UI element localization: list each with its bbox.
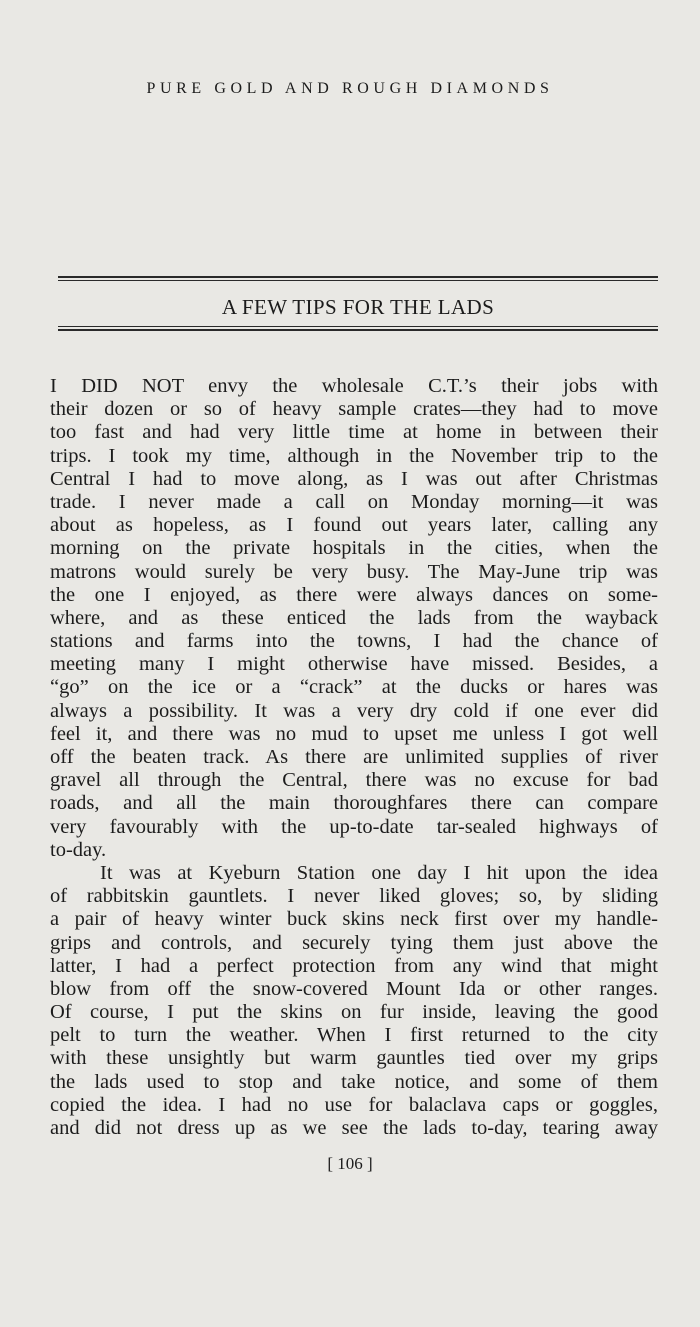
- text-line: too fast and had very little time at home in between their: [50, 421, 658, 444]
- chapter-title: A FEW TIPS FOR THE LADS: [221, 295, 495, 319]
- text-line: Central I had to move along, as I was out after Christmas: [50, 467, 658, 490]
- text-line: copied the idea. I had no use for balaclava caps or goggles,: [50, 1093, 658, 1116]
- text-line: roads, and all the main thoroughfares there can compare: [50, 792, 658, 815]
- text-line: feel it, and there was no mud to upset me unless I got well: [50, 722, 658, 745]
- title-rule-bottom: [58, 326, 658, 331]
- text-line: a pair of heavy winter buck skins neck first over my handle-: [50, 908, 658, 931]
- title-rule-top: [58, 276, 658, 281]
- page-number: [ 106 ]: [327, 1154, 373, 1173]
- running-head: PURE GOLD AND ROUGH DIAMONDS: [146, 80, 554, 97]
- text-line: to-day.: [50, 838, 107, 861]
- text-line: with these unsightly but warm gauntles tied over my grips: [50, 1047, 658, 1070]
- text-line: stations and farms into the towns, I had the chance of: [50, 630, 658, 653]
- text-line: very favourably with the up-to-date tar-sealed highways of: [50, 815, 658, 838]
- body-text: [50, 375, 658, 1140]
- text-line: of rabbitskin gauntlets. I never liked gloves; so, by sliding: [50, 885, 658, 908]
- text-line: about as hopeless, as I found out years later, calling any: [50, 514, 658, 537]
- text-line: their dozen or so of heavy sample crates—they had to move: [50, 398, 658, 421]
- text-line: blow from off the snow-covered Mount Ida or other ranges.: [50, 977, 658, 1000]
- text-line: latter, I had a perfect protection from any wind that might: [50, 954, 658, 977]
- text-line: the lads used to stop and take notice, and some of them: [50, 1070, 658, 1093]
- text-line: morning on the private hospitals in the cities, when the: [50, 537, 658, 560]
- text-line: trade. I never made a call on Monday morning—it was: [50, 490, 658, 513]
- text-line: meeting many I might otherwise have missed. Besides, a: [50, 653, 658, 676]
- text-line: grips and controls, and securely tying them just above the: [50, 931, 658, 954]
- text-line: pelt to turn the weather. When I first returned to the city: [50, 1024, 658, 1047]
- text-line: It was at Kyeburn Station one day I hit upon the idea: [100, 861, 658, 884]
- text-line: “go” on the ice or a “crack” at the ducks or hares was: [50, 676, 658, 699]
- text-line: off the beaten track. As there are unlimited supplies of river: [50, 746, 658, 768]
- text-line: the one I enjoyed, as there were always dances on some-: [50, 583, 658, 606]
- text-line: Of course, I put the skins on fur inside, leaving the good: [50, 1001, 658, 1024]
- text-line: gravel all through the Central, there was no excuse for bad: [50, 769, 658, 792]
- text-line: trips. I took my time, although in the November trip to the: [50, 444, 658, 467]
- text-line: always a possibility. It was a very dry cold if one ever did: [50, 699, 658, 722]
- text-line: matrons would surely be very busy. The May-June trip was: [50, 560, 658, 583]
- text-line: where, and as these enticed the lads from the wayback: [50, 606, 658, 629]
- text-line: and did not dress up as we see the lads to-day, tearing away: [50, 1117, 658, 1139]
- text-line: I DID NOT envy the wholesale C.T.’s their jobs with: [50, 375, 658, 397]
